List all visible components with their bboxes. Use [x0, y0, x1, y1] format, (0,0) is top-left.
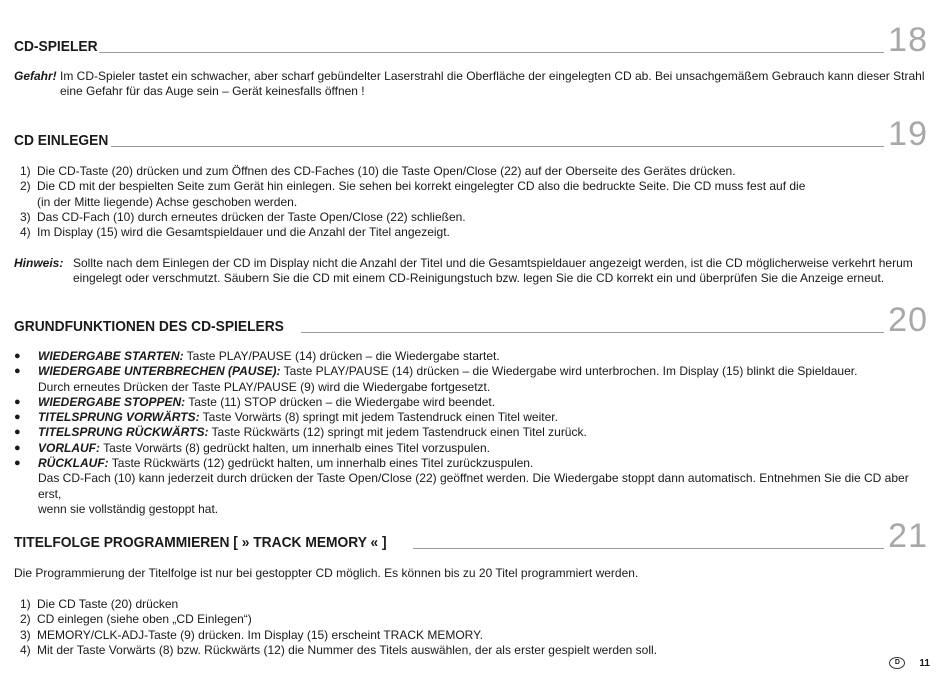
step-number: 4): [20, 225, 31, 240]
functions-list: [14, 349, 930, 517]
function-name: TITELSPRUNG RÜCKWÄRTS:: [38, 425, 209, 440]
function-text: Taste PLAY/PAUSE (14) drücken – die Wiedergabe startet.: [183, 349, 500, 363]
step-number: 3): [20, 627, 31, 642]
bullet-icon: ●: [14, 457, 21, 470]
steps-list-track-memory: [20, 597, 930, 658]
list-item: [20, 179, 930, 210]
list-item: [14, 395, 930, 410]
hint-label: Hinweis:: [14, 256, 64, 270]
function-text-cont: Durch erneutes Drücken der Taste PLAY/PAUSE (9) wird die Wiedergabe fortgesetzt.: [38, 379, 491, 394]
step-text: Die CD Taste (20) drücken: [37, 597, 179, 611]
section-title: CD-SPIELER: [14, 38, 98, 55]
step-number: 1): [20, 164, 31, 178]
hint-text: [73, 256, 930, 287]
list-item: [20, 597, 930, 612]
section-number: 18: [888, 21, 928, 59]
list-item: [20, 628, 930, 643]
function-text: Taste Vorwärts (8) springt mit jedem Tastendruck einen Titel weiter.: [199, 410, 558, 425]
step-text: Mit der Taste Vorwärts (8) bzw. Rückwärts (12) die Nummer des Titels auswählen, der als erster gespielt werden soll.: [37, 642, 658, 657]
function-text: Taste Rückwärts (12) springt mit jedem Tastendruck einen Titel zurück.: [208, 425, 587, 440]
function-name: VORLAUF:: [38, 440, 100, 455]
function-text-cont: wenn sie vollständig gestoppt hat.: [38, 501, 219, 516]
function-name: WIEDERGABE STARTEN:: [38, 349, 184, 363]
step-number: 4): [20, 642, 31, 657]
bullet-icon: ●: [14, 350, 21, 362]
language-badge-icon: D: [889, 657, 905, 669]
heading-rule: [99, 52, 884, 53]
function-text-cont: Das CD-Fach (10) kann jederzeit durch drücken der Taste Open/Close (22) geöffnet werden. Die Wiedergabe stoppt dann automatisch. Entnehmen Sie die CD aber erst,: [38, 471, 909, 501]
function-name: TITELSPRUNG VORWÄRTS:: [38, 410, 200, 425]
section-heading-cd-spieler: [14, 21, 928, 59]
page-footer: [889, 657, 930, 669]
list-item: [14, 364, 930, 379]
function-name: RÜCKLAUF:: [38, 456, 109, 471]
bullet-icon: ●: [14, 395, 21, 408]
intro-paragraph: Die Programmierung der Titelfolge ist nur bei gestoppter CD möglich. Es können bis zu 20 Titel programmiert werden.: [14, 566, 639, 580]
function-name: WIEDERGABE STOPPEN:: [38, 394, 186, 409]
list-item: [20, 164, 930, 179]
list-item: [14, 425, 930, 440]
function-text: Taste (11) STOP drücken – die Wiedergabe wird beendet.: [185, 394, 496, 409]
section-heading-grundfunktionen: [14, 301, 928, 339]
step-text: MEMORY/CLK-ADJ-Taste (9) drücken. Im Display (15) erscheint TRACK MEMORY.: [37, 627, 483, 642]
list-item: [14, 349, 930, 364]
step-number: 3): [20, 209, 31, 224]
heading-rule: [111, 146, 885, 147]
list-item: [20, 210, 930, 225]
step-text: [37, 179, 930, 210]
function-text: Taste Rückwärts (12) gedrückt halten, um innerhalb eines Titel zurückzuspulen.: [108, 456, 534, 471]
bullet-icon: ●: [14, 441, 21, 454]
section-number: 19: [888, 115, 928, 153]
function-name: WIEDERGABE UNTERBRECHEN (PAUSE):: [38, 364, 281, 379]
step-text: Die CD-Taste (20) drücken und zum Öffnen des CD-Faches (10) die Taste Open/Close (22) auf der Oberseite des Gerätes drücken.: [37, 164, 736, 178]
list-item: [14, 456, 930, 471]
step-text: Das CD-Fach (10) durch erneutes drücken der Taste Open/Close (22) schließen.: [37, 209, 466, 224]
step-line: (in der Mitte liegende) Achse geschoben werden.: [37, 194, 298, 209]
section-number: 20: [888, 301, 928, 339]
step-number: 2): [20, 612, 31, 627]
function-text: Taste Vorwärts (8) gedrückt halten, um innerhalb eines Titel vorzuspulen.: [100, 440, 490, 455]
bullet-icon: ●: [14, 411, 21, 424]
bullet-icon: ●: [14, 365, 21, 378]
warning-paragraph: [14, 69, 930, 100]
list-item: [14, 441, 930, 456]
step-text: CD einlegen (siehe oben „CD Einlegen“): [37, 612, 252, 627]
steps-list-cd-einlegen: [20, 164, 930, 240]
step-text: Im Display (15) wird die Gesamtspieldauer und die Anzahl der Titel angezeigt.: [37, 225, 450, 240]
hint-line: Sollte nach dem Einlegen der CD im Display nicht die Anzahl der Titel und die Gesamtspieldauer angezeigt werden, ist die CD möglicherweise verkehrt herum: [73, 256, 913, 270]
heading-rule: [413, 548, 884, 549]
bullet-icon: ●: [14, 426, 21, 439]
list-item: [20, 225, 930, 240]
list-item: [20, 612, 930, 627]
warning-text-cont: eine Gefahr für das Auge sein – Gerät keinesfalls öffnen !: [60, 84, 365, 99]
section-heading-titelfolge: [14, 517, 928, 555]
hint-line: eingelegt oder verschmutzt. Säubern Sie die CD mit einem CD-Reinigungstuch bzw. legen Sie die CD korrekt ein und überprüfen Sie die Anzeige erneut.: [73, 271, 885, 286]
warning-label: Gefahr!: [14, 69, 57, 83]
section-number: 21: [888, 517, 928, 555]
warning-text: Im CD-Spieler tastet ein schwacher, aber scharf gebündelter Laserstrahl die Oberfläche der eingelegten CD ab. Bei unsachgemäßem Gebrauch kann dieser Strahl: [56, 69, 925, 83]
section-title: CD EINLEGEN: [14, 132, 109, 149]
function-text: Taste PLAY/PAUSE (14) drücken – die Wiedergabe wird unterbrochen. Im Display (15) blinkt die Spieldauer.: [280, 364, 858, 379]
step-number: 2): [20, 179, 31, 194]
hint-paragraph: [14, 256, 930, 287]
list-item: [14, 410, 930, 425]
list-item: [20, 643, 930, 658]
section-title: TITELFOLGE PROGRAMMIEREN [ » TRACK MEMORY « ]: [14, 534, 387, 551]
step-line: Die CD mit der bespielten Seite zum Gerät hin einlegen. Sie sehen bei korrekt eingelegter CD also die bedruckte Seite. Die CD muss fest auf die: [37, 179, 806, 194]
heading-rule: [301, 332, 884, 333]
step-number: 1): [20, 597, 31, 611]
section-title: GRUNDFUNKTIONEN DES CD-SPIELERS: [14, 318, 284, 335]
page-number: 11: [919, 657, 930, 669]
section-heading-cd-einlegen: [14, 115, 928, 153]
